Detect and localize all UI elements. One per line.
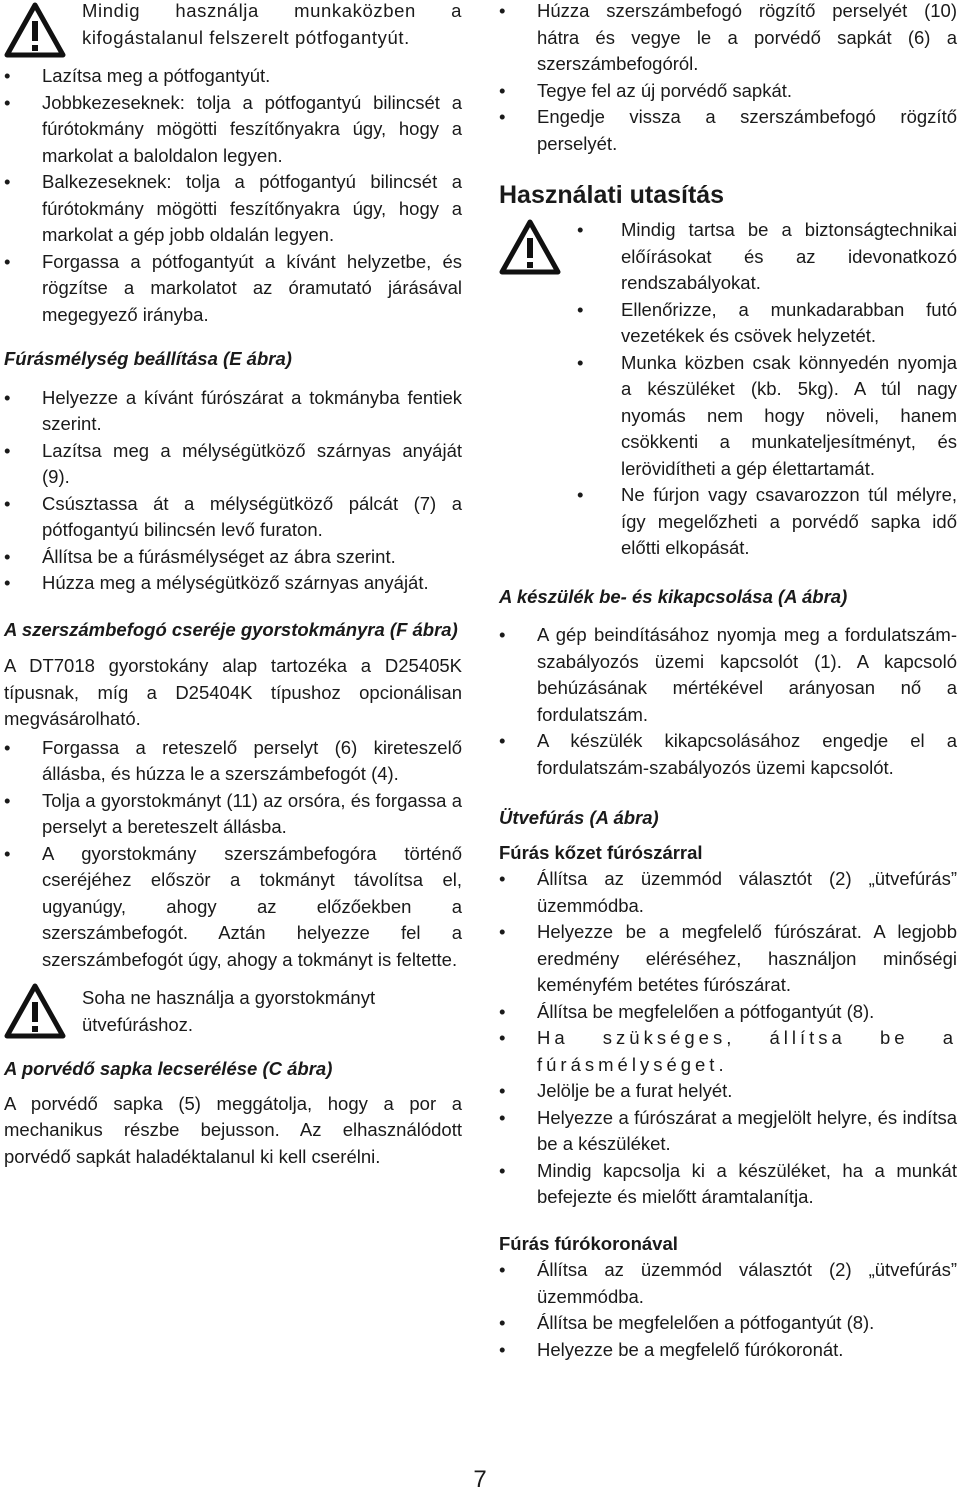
- list-item: • Mindig kapcsolja ki a készüléket, ha a munkát befejezte és mielőtt áramtalanítja.: [499, 1158, 957, 1211]
- warning-text: Soha ne használja a gyorstokmányt ütvefúráshoz.: [82, 987, 376, 1035]
- list-item: • Helyezze a fúrószárat a megjelölt helyre, és indítsa be a készüléket.: [499, 1105, 957, 1158]
- list-item: • A készülék kikapcsolásához engedje el a fordulatszám-szabályozós üzemi kapcsolót.: [499, 728, 957, 781]
- list-item: • Ellenőrizze, a munkadarabban futó vezetékek és csövek helyzetét.: [577, 297, 957, 350]
- list-item: • Húzza szerszámbefogó rögzítő perselyét (10) hátra és vegye le a porvédő sapkát (6) a szerszámbefogóról.: [499, 0, 957, 78]
- list-item: • A gyorstokmány szerszámbefogóra történő cseréjéhez először a tokmányt távolítsa el, ugyanúgy, ahogy az előzőekben a szerszámbefogót. Aztán helyezze fel a szerszámbefogót úgy, ahogy a tokmányt is feltette.: [4, 841, 462, 974]
- chuck-intro: A DT7018 gyorstokány alap tartozéka a D25405K típusnak, míg a D25404K típushoz opcionálisan megvásárolható.: [4, 655, 462, 729]
- list-item: • Ne fúrjon vagy csavarozzon túl mélyre, így megelőzheti a porvédő sapka idő előtti elkopását.: [577, 482, 957, 562]
- usage-steps: [577, 217, 957, 562]
- list-item: • Tegye fel az új porvédő sapkát.: [499, 78, 957, 105]
- list-item: • Állítsa be a fúrásmélységet az ábra szerint.: [4, 544, 462, 571]
- list-item: • Mindig tartsa be a biztonságtechnikai előírásokat és az idevonatkozó rendszabályokat.: [577, 217, 957, 297]
- warning-icon: [4, 2, 66, 58]
- list-item: • Állítsa az üzemmód választót (2) „ütvefúrás” üzemmódba.: [499, 866, 957, 919]
- list-item: • Balkezeseknek: tolja a pótfogantyú bilincsét a fúrótokmány mögötti feszítőnyakra úgy, hogy a markolat a gép jobb oldalán legyen.: [4, 169, 462, 249]
- hammer-heading: Ütvefúrás (A ábra): [499, 807, 659, 828]
- warning-text: Mindig használja munkaközben a kifogástalanul felszerelt pótfogantyút.: [82, 0, 462, 48]
- crown-steps: [499, 1257, 957, 1363]
- warning-icon: [4, 983, 66, 1039]
- switch-steps: [499, 622, 957, 781]
- list-item: • Engedje vissza a szerszámbefogó rögzítő perselyét.: [499, 104, 957, 157]
- switch-heading: A készülék be- és kikapcsolása (A ábra): [499, 585, 848, 607]
- chuck-warning: [4, 979, 462, 1038]
- list-item: • A gép beindításához nyomja meg a fordulatszám-szabályozós üzemi kapcsolót (1). A kapcsoló behúzásának mértékével arányosan nő a fordulatszám.: [499, 622, 957, 728]
- handle-steps: [4, 63, 462, 328]
- usage-warning: [499, 217, 957, 562]
- list-item: • Tolja a gyorstokmányt (11) az orsóra, és forgassa a perselyt a bereteszelt állásba.: [4, 788, 462, 841]
- chuck-heading: A szerszámbefogó cseréje gyorstokmányra (F ábra): [4, 618, 458, 640]
- list-item: • Lazítsa meg a pótfogantyút.: [4, 63, 462, 90]
- list-item: • Állítsa be megfelelően a pótfogantyút (8).: [499, 999, 957, 1026]
- list-item: • Állítsa az üzemmód választót (2) „ütvefúrás” üzemmódba.: [499, 1257, 957, 1310]
- right-column: [499, 0, 957, 1363]
- page-number: 7: [473, 1466, 487, 1493]
- list-item: • Állítsa be megfelelően a pótfogantyút (8).: [499, 1310, 957, 1337]
- list-item: • Helyezze a kívánt fúrószárat a tokmányba fentiek szerint.: [4, 385, 462, 438]
- list-item: • Munka közben csak könnyedén nyomja a készüléket (kb. 5kg). A túl nagy nyomás nem hogy növeli, hanem csökkenti a munkateljesítményt, és lerövidítheti a gép élettartamát.: [577, 350, 957, 483]
- list-item: • Jobbkezeseknek: tolja a pótfogantyú bilincsét a fúrótokmány mögötti feszítőnyakra úgy, hogy a markolat a baloldalon legyen.: [4, 90, 462, 170]
- usage-heading: Használati utasítás: [499, 181, 725, 209]
- depth-steps: [4, 385, 462, 597]
- rock-heading: Fúrás kőzet fúrószárral: [499, 841, 703, 863]
- dust-text: A porvédő sapka (5) meggátolja, hogy a por a mechanikus részbe bejusson. Az elhasználódott porvédő sapkát haladéktalanul ki kell cserélni.: [4, 1092, 462, 1167]
- left-column: [4, 0, 462, 1170]
- list-item: • Forgassa a reteszelő perselyt (6) kireteszelő állásba, és húzza le a szerszámbefogót (4).: [4, 735, 462, 788]
- handle-warning: [4, 0, 462, 51]
- chuck-steps: [4, 735, 462, 974]
- rock-steps: [499, 866, 957, 1211]
- list-item: • Helyezze be a megfelelő fúrókoronát.: [499, 1337, 957, 1364]
- list-item: • Húzza meg a mélységütköző szárnyas anyáját.: [4, 570, 462, 597]
- list-item: • Ha szükséges, állítsa be a fúrásmélységet.: [499, 1025, 957, 1078]
- list-item: • Forgassa a pótfogantyút a kívánt helyzetbe, és rögzítse a markolatot az óramutató járásával megegyező irányba.: [4, 249, 462, 329]
- dust-steps: [499, 0, 957, 157]
- depth-heading: Fúrásmélység beállítása (E ábra): [4, 348, 292, 369]
- list-item: • Helyezze be a megfelelő fúrószárat. A legjobb eredmény eléréséhez, használjon minőségi keményfém betétes fúrószárat.: [499, 919, 957, 999]
- list-item: • Csúsztassa át a mélységütköző pálcát (7) a pótfogantyú bilincsén levő furaton.: [4, 491, 462, 544]
- warning-icon: [499, 219, 561, 275]
- dust-heading: A porvédő sapka lecserélése (C ábra): [4, 1058, 333, 1079]
- list-item: • Lazítsa meg a mélységütköző szárnyas anyáját (9).: [4, 438, 462, 491]
- crown-heading: Fúrás fúrókoronával: [499, 1232, 678, 1254]
- list-item: • Jelölje be a furat helyét.: [499, 1078, 957, 1105]
